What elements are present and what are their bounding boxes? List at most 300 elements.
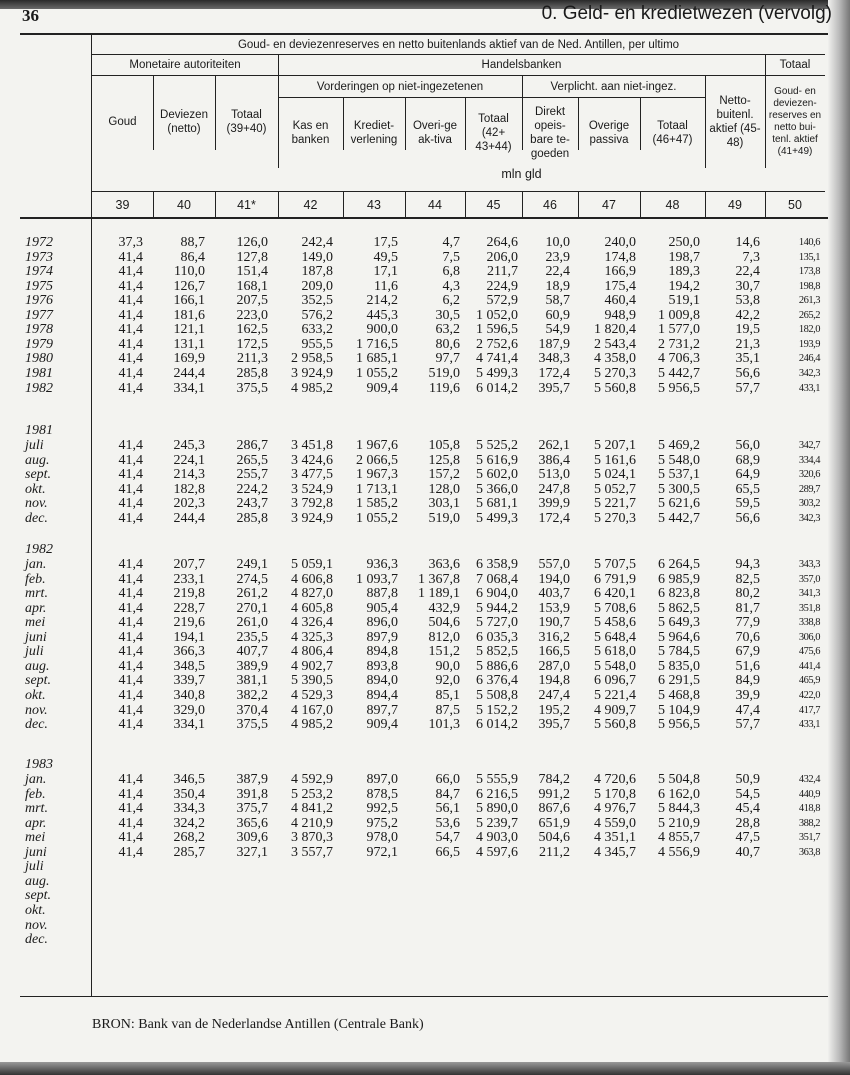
- cell: 5 548,0: [658, 452, 700, 468]
- cell: 5 161,6: [594, 452, 636, 468]
- cell: 338,8: [798, 617, 820, 629]
- cell: 30,5: [435, 307, 460, 323]
- cell: 309,6: [236, 830, 268, 846]
- cell: 41,4: [118, 438, 143, 453]
- table-row: [0, 586, 850, 601]
- cell: 5 104,9: [658, 702, 700, 718]
- table-row: [0, 235, 850, 250]
- group-verplicht: Verplicht. aan niet-ingez.: [550, 80, 677, 93]
- cell: 30,7: [735, 278, 760, 294]
- table-row: [0, 830, 850, 845]
- section-year: 1982: [25, 542, 53, 557]
- unit-label: mln gld: [501, 167, 542, 181]
- table-row: [0, 903, 850, 918]
- cell: 63,2: [435, 322, 460, 338]
- cell: 5 210,9: [658, 815, 700, 831]
- cell: 85,1: [435, 687, 460, 703]
- cell: 1 967,6: [356, 438, 398, 453]
- cell: 2 066,5: [356, 452, 398, 468]
- cell: 285,8: [236, 365, 268, 381]
- cell: 35,1: [735, 351, 760, 367]
- cell: 41,4: [118, 380, 143, 396]
- row-label: jan.: [25, 772, 47, 787]
- cell: 261,0: [236, 615, 268, 631]
- row-label: 1975: [25, 278, 53, 294]
- cell: 5 525,2: [476, 438, 518, 453]
- table-row: [0, 279, 850, 294]
- cell: 5 956,5: [658, 380, 700, 396]
- cell: 250,0: [668, 235, 700, 250]
- column-header: Goud- en deviezen-reserves en netto bui-tenl. aktief (41+49): [768, 86, 822, 157]
- column-header: Krediet-verlening: [350, 120, 398, 146]
- cell: 56,1: [435, 801, 460, 817]
- cell: 94,3: [735, 557, 760, 572]
- cell: 6 216,5: [476, 786, 518, 802]
- row-label: 1977: [25, 307, 53, 323]
- cell: 1 716,5: [356, 336, 398, 352]
- cell: 14,6: [735, 235, 760, 250]
- cell: 3 524,9: [291, 481, 333, 497]
- cell: 399,9: [538, 496, 570, 512]
- cell: 6 291,5: [658, 673, 700, 689]
- table-row: [0, 688, 850, 703]
- cell: 465,9: [798, 675, 820, 687]
- cell: 101,3: [428, 717, 460, 733]
- cell: 5 221,4: [594, 687, 636, 703]
- cell: 121,1: [173, 322, 205, 338]
- cell: 84,9: [735, 673, 760, 689]
- column-rule: [215, 191, 216, 218]
- cell: 53,6: [435, 815, 460, 831]
- cell: 5 390,5: [291, 673, 333, 689]
- cell: 992,5: [366, 801, 398, 817]
- cell: 45,4: [735, 801, 760, 817]
- cell: 896,0: [366, 615, 398, 631]
- column-number: 40: [177, 198, 191, 212]
- cell: 1 713,1: [356, 481, 398, 497]
- cell: 1 093,7: [356, 571, 398, 587]
- cell: 6 358,9: [476, 557, 518, 572]
- cell: 4 606,8: [291, 571, 333, 587]
- cell: 5 170,8: [594, 786, 636, 802]
- cell: 2 752,6: [476, 336, 518, 352]
- cell: 6 096,7: [594, 673, 636, 689]
- cell: 151,2: [428, 644, 460, 660]
- cell: 4 985,2: [291, 717, 333, 733]
- cell: 194,2: [668, 278, 700, 294]
- cell: 265,2: [798, 309, 820, 321]
- cell: 58,7: [545, 293, 570, 309]
- cell: 5 862,5: [658, 600, 700, 616]
- table-row: [0, 703, 850, 718]
- cell: 975,2: [366, 815, 398, 831]
- table-row: [0, 351, 850, 366]
- cell: 18,9: [545, 278, 570, 294]
- cell: 363,6: [428, 557, 460, 572]
- scan-edge-bottom: [0, 1062, 850, 1075]
- cell: 352,5: [301, 293, 333, 309]
- cell: 5 052,7: [594, 481, 636, 497]
- group-monetaire: Monetaire autoriteiten: [129, 59, 241, 71]
- cell: 224,9: [486, 278, 518, 294]
- cell: 4 855,7: [658, 830, 700, 846]
- cell: 5 844,3: [658, 801, 700, 817]
- cell: 1 585,2: [356, 496, 398, 512]
- cell: 7,5: [442, 249, 460, 265]
- cell: 57,7: [735, 717, 760, 733]
- cell: 1 367,8: [418, 571, 460, 587]
- cell: 375,5: [236, 380, 268, 396]
- cell: 894,0: [366, 673, 398, 689]
- cell: 202,3: [173, 496, 205, 512]
- cell: 56,6: [735, 510, 760, 526]
- row-label: okt.: [25, 687, 46, 703]
- cell: 23,9: [545, 249, 570, 265]
- column-header: Goud: [108, 116, 137, 128]
- cell: 182,8: [173, 481, 205, 497]
- column-rule: [405, 191, 406, 218]
- cell: 198,7: [668, 249, 700, 265]
- cell: 5 727,0: [476, 615, 518, 631]
- cell: 41,4: [118, 615, 143, 631]
- cell: 5 300,5: [658, 481, 700, 497]
- cell: 172,4: [538, 365, 570, 381]
- cell: 81,7: [735, 600, 760, 616]
- cell: 5 964,6: [658, 629, 700, 645]
- cell: 1 009,8: [658, 307, 700, 323]
- cell: 1 055,2: [356, 510, 398, 526]
- cell: 5 784,5: [658, 644, 700, 660]
- cell: 432,9: [428, 600, 460, 616]
- cell: 5 648,4: [594, 629, 636, 645]
- cell: 5 616,9: [476, 452, 518, 468]
- cell: 172,4: [538, 510, 570, 526]
- cell: 5 560,8: [594, 380, 636, 396]
- column-rule: [153, 191, 154, 218]
- cell: 7 068,4: [476, 571, 518, 587]
- cell: 5 621,6: [658, 496, 700, 512]
- cell: 60,9: [545, 307, 570, 323]
- cell: 5 944,2: [476, 600, 518, 616]
- cell: 110,0: [174, 264, 205, 280]
- cell: 334,1: [173, 380, 205, 396]
- cell: 261,2: [236, 586, 268, 602]
- cell: 340,8: [173, 687, 205, 703]
- row-label: juli: [25, 859, 44, 875]
- column-number: 48: [665, 198, 680, 212]
- cell: 948,9: [604, 307, 636, 323]
- table-row: [0, 557, 850, 572]
- column-rule: [522, 76, 523, 150]
- cell: 519,0: [428, 365, 460, 381]
- table-row: [0, 874, 850, 889]
- cell: 6 014,2: [476, 717, 518, 733]
- row-label: 1973: [25, 249, 53, 265]
- cell: 80,6: [435, 336, 460, 352]
- cell: 41,4: [118, 815, 143, 831]
- cell: 140,6: [798, 237, 820, 248]
- cell: 445,3: [366, 307, 398, 323]
- cell: 264,6: [486, 235, 518, 250]
- cell: 166,9: [604, 264, 636, 280]
- cell: 21,3: [735, 336, 760, 352]
- cell: 418,8: [798, 803, 820, 815]
- row-label: sept.: [25, 673, 52, 689]
- row-label: nov.: [25, 702, 48, 718]
- column-rule: [705, 191, 706, 218]
- cell: 255,7: [236, 467, 268, 483]
- cell: 5 555,9: [476, 772, 518, 787]
- cell: 193,9: [798, 338, 820, 350]
- cell: 5 890,0: [476, 801, 518, 817]
- table-row: [0, 322, 850, 337]
- column-header: Kas en banken: [291, 120, 330, 146]
- cell: 5 886,6: [476, 658, 518, 674]
- row-label: juni: [25, 629, 47, 645]
- cell: 5 499,3: [476, 365, 518, 381]
- cell: 128,0: [428, 481, 460, 497]
- table-row: [0, 308, 850, 323]
- cell: 422,0: [798, 689, 820, 701]
- rule: [20, 217, 828, 219]
- row-label: dec.: [25, 932, 48, 948]
- column-rule: [705, 76, 706, 168]
- cell: 41,4: [118, 702, 143, 718]
- cell: 4 806,4: [291, 644, 333, 660]
- row-label: 1980: [25, 351, 53, 367]
- row-label: dec.: [25, 717, 48, 733]
- cell: 365,6: [236, 815, 268, 831]
- table-row: [0, 630, 850, 645]
- table-row: [0, 816, 850, 831]
- cell: 7,3: [742, 249, 760, 265]
- cell: 4 325,3: [291, 629, 333, 645]
- column-rule: [640, 191, 641, 218]
- cell: 893,8: [366, 658, 398, 674]
- row-label: feb.: [25, 786, 46, 802]
- column-number: 50: [788, 198, 802, 212]
- cell: 1 685,1: [356, 351, 398, 367]
- cell: 5 602,0: [476, 467, 518, 483]
- cell: 41,4: [118, 673, 143, 689]
- row-label: 1979: [25, 336, 53, 352]
- cell: 168,1: [236, 278, 268, 294]
- cell: 285,8: [236, 510, 268, 526]
- cell: 342,7: [798, 440, 820, 451]
- cell: 936,3: [366, 557, 398, 572]
- column-number: 41*: [237, 198, 256, 212]
- cell: 243,7: [236, 496, 268, 512]
- column-rule: [278, 55, 279, 168]
- cell: 174,8: [604, 249, 636, 265]
- cell: 651,9: [538, 815, 570, 831]
- cell: 6 035,3: [476, 629, 518, 645]
- cell: 49,5: [373, 249, 398, 265]
- cell: 66,5: [435, 844, 460, 860]
- cell: 867,6: [538, 801, 570, 817]
- cell: 504,6: [428, 615, 460, 631]
- cell: 5 270,3: [594, 510, 636, 526]
- cell: 41,4: [118, 644, 143, 660]
- cell: 245,3: [173, 438, 205, 453]
- cell: 897,0: [366, 772, 398, 787]
- section-year: 1983: [25, 757, 53, 772]
- cell: 5 956,5: [658, 717, 700, 733]
- cell: 219,6: [173, 615, 205, 631]
- cell: 4 827,0: [291, 586, 333, 602]
- cell: 5 253,2: [291, 786, 333, 802]
- cell: 47,5: [735, 830, 760, 846]
- row-label: 1972: [25, 235, 53, 250]
- row-label: apr.: [25, 815, 47, 831]
- row-label: 1978: [25, 322, 53, 338]
- cell: 5 059,1: [291, 557, 333, 572]
- cell: 1 055,2: [356, 365, 398, 381]
- cell: 4 559,0: [594, 815, 636, 831]
- cell: 4 706,3: [658, 351, 700, 367]
- source-note: BRON: Bank van de Nederlandse Antillen (Centrale Bank): [92, 1017, 424, 1032]
- table-row: [0, 250, 850, 265]
- cell: 812,0: [428, 629, 460, 645]
- cell: 327,1: [236, 844, 268, 860]
- cell: 211,3: [237, 351, 268, 367]
- cell: 955,5: [301, 336, 333, 352]
- row-label: mrt.: [25, 801, 48, 817]
- cell: 5 442,7: [658, 510, 700, 526]
- row-label: aug.: [25, 873, 50, 889]
- cell: 6 014,2: [476, 380, 518, 396]
- cell: 519,1: [668, 293, 700, 309]
- cell: 261,3: [798, 295, 820, 307]
- cell: 41,4: [118, 365, 143, 381]
- cell: 348,3: [538, 351, 570, 367]
- cell: 3 870,3: [291, 830, 333, 846]
- cell: 41,4: [118, 600, 143, 616]
- cell: 905,4: [366, 600, 398, 616]
- cell: 3 557,7: [291, 844, 333, 860]
- cell: 6 823,8: [658, 586, 700, 602]
- cell: 47,4: [735, 702, 760, 718]
- table-row: [0, 453, 850, 468]
- table-row: [0, 673, 850, 688]
- cell: 151,4: [236, 264, 268, 280]
- column-rule: [765, 191, 766, 218]
- cell: 4,7: [442, 235, 460, 250]
- cell: 417,7: [798, 704, 820, 716]
- cell: 5 458,6: [594, 615, 636, 631]
- cell: 127,8: [236, 249, 268, 265]
- cell: 5 239,7: [476, 815, 518, 831]
- cell: 4 210,9: [291, 815, 333, 831]
- cell: 41,4: [118, 467, 143, 483]
- column-number: 49: [728, 198, 742, 212]
- cell: 125,8: [428, 452, 460, 468]
- cell: 897,9: [366, 629, 398, 645]
- cell: 441,4: [798, 660, 820, 672]
- cell: 53,8: [735, 293, 760, 309]
- table-row: [0, 572, 850, 587]
- cell: 41,4: [118, 510, 143, 526]
- cell: 4 345,7: [594, 844, 636, 860]
- column-rule: [465, 98, 466, 150]
- column-header: Totaal (42+ 43+44): [475, 113, 512, 153]
- cell: 4 909,7: [594, 702, 636, 718]
- column-number: 47: [602, 198, 616, 212]
- row-label: mei: [25, 615, 46, 631]
- cell: 878,5: [366, 786, 398, 802]
- cell: 211,2: [539, 844, 570, 860]
- cell: 6 264,5: [658, 557, 700, 572]
- cell: 894,4: [366, 687, 398, 703]
- cell: 348,5: [173, 658, 205, 674]
- cell: 274,5: [236, 571, 268, 587]
- cell: 370,4: [236, 702, 268, 718]
- cell: 395,7: [538, 717, 570, 733]
- cell: 407,7: [236, 644, 268, 660]
- cell: 576,2: [301, 307, 333, 323]
- cell: 17,5: [373, 235, 398, 250]
- row-label: okt.: [25, 481, 46, 497]
- cell: 41,4: [118, 786, 143, 802]
- row-label: nov.: [25, 917, 48, 933]
- cell: 90,0: [435, 658, 460, 674]
- cell: 70,6: [735, 629, 760, 645]
- cell: 306,0: [798, 631, 820, 643]
- cell: 557,0: [538, 557, 570, 572]
- cell: 334,4: [798, 454, 820, 466]
- table-row: [0, 601, 850, 616]
- cell: 153,9: [538, 600, 570, 616]
- row-label: apr.: [25, 600, 47, 616]
- cell: 105,8: [428, 438, 460, 453]
- table-row: [0, 496, 850, 511]
- cell: 187,8: [301, 264, 333, 280]
- cell: 6,2: [442, 293, 460, 309]
- cell: 991,2: [538, 786, 570, 802]
- cell: 894,8: [366, 644, 398, 660]
- cell: 5 270,3: [594, 365, 636, 381]
- table-row: [0, 659, 850, 674]
- cell: 5 835,0: [658, 658, 700, 674]
- cell: 56,0: [735, 438, 760, 453]
- column-number: 46: [543, 198, 557, 212]
- section-year: 1981: [25, 423, 53, 438]
- cell: 173,8: [798, 266, 820, 278]
- cell: 403,7: [538, 586, 570, 602]
- cell: 54,9: [545, 322, 570, 338]
- row-label: juli: [25, 438, 44, 453]
- cell: 6 420,1: [594, 586, 636, 602]
- cell: 82,5: [735, 571, 760, 587]
- cell: 900,0: [366, 322, 398, 338]
- column-header: Overige passiva: [588, 120, 630, 146]
- cell: 17,1: [373, 264, 398, 280]
- cell: 389,9: [236, 658, 268, 674]
- cell: 350,4: [173, 786, 205, 802]
- cell: 223,0: [236, 307, 268, 323]
- cell: 324,2: [173, 815, 205, 831]
- cell: 195,2: [538, 702, 570, 718]
- column-rule: [343, 98, 344, 150]
- cell: 4 976,7: [594, 801, 636, 817]
- cell: 68,9: [735, 452, 760, 468]
- cell: 41,4: [118, 571, 143, 587]
- cell: 357,0: [798, 573, 820, 585]
- cell: 433,1: [798, 382, 820, 394]
- cell: 88,7: [180, 235, 205, 250]
- cell: 784,2: [538, 772, 570, 787]
- cell: 5 852,5: [476, 644, 518, 660]
